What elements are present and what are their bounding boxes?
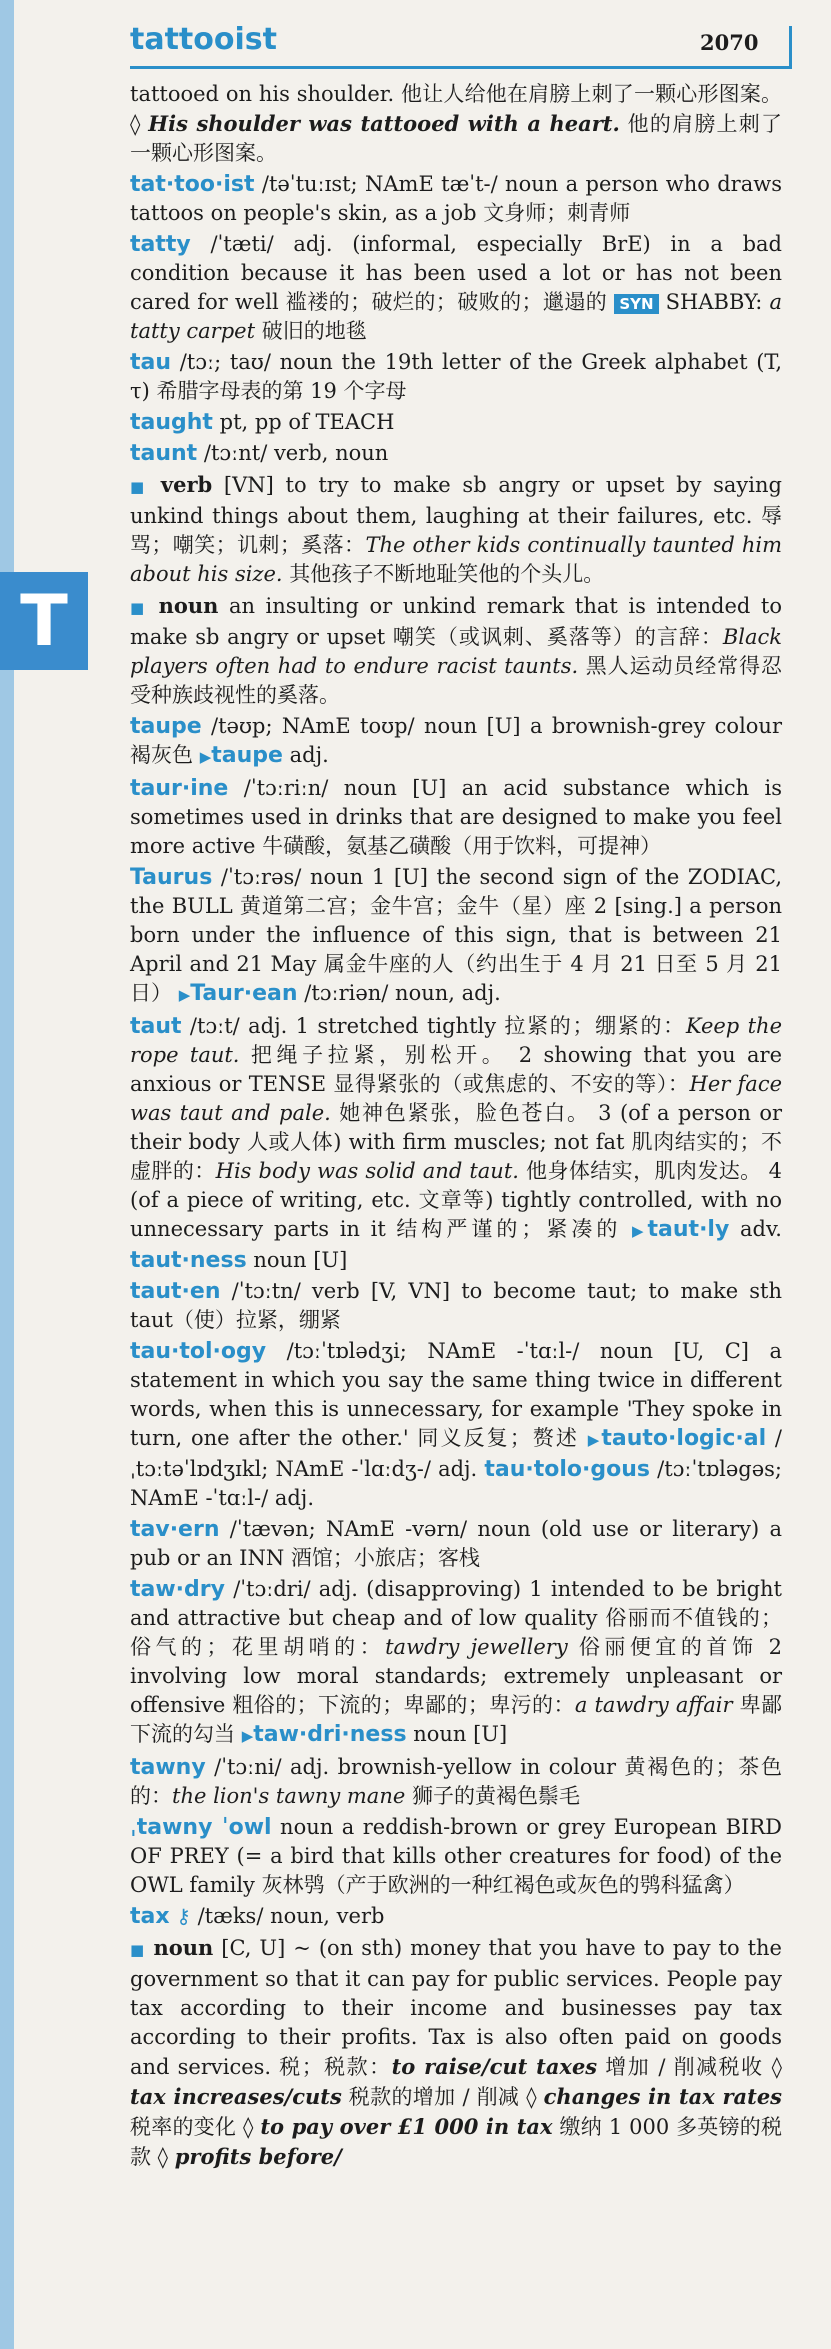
headword: taught (130, 410, 213, 435)
entry-taught: taught pt, pp of TEACH (130, 410, 395, 435)
headword: tav·ern (130, 1517, 220, 1542)
entry-taut: taut /tɔːt/ adj. 1 stretched tightly 拉紧的；绷紧的：Keep the rope taut. 把绳子拉紧，别松开。 2 showing that you are anxious or TENSE 显得紧张的（或焦虑的、不安的等）：Her face was taut and pale. 她神色紧张，脸色苍白。 3 (of a person or their body 人或人体) with firm muscles; not fat 肌肉结实的；不虚胖的：His body was solid and taut. 他身体结实，肌肉发达。 4 (of a piece of writing, etc. 文章等) tightly controlled, with no unnecessary parts in it 结构严谨的；紧凑的 ▶taut·ly adv. taut·ness noun [U] (130, 1014, 783, 1273)
headword: taut·en (130, 1279, 221, 1304)
entry-taunt: taunt /tɔːnt/ verb, noun (130, 441, 389, 466)
page-number: 2070 (700, 30, 759, 55)
dictionary-column (130, 80, 782, 2174)
entry-tau: tau /tɔː; taʊ/ noun the 19th letter of the Greek alphabet (T, τ) 希腊字母表的第 19 个字母 (130, 350, 782, 403)
entry-tavern: tav·ern /ˈtævən; NAmE -vərn/ noun (old use or literary) a pub or an INN 酒馆；小旅店；客栈 (130, 1517, 782, 1570)
entry-taunt-noun: ■ noun an insulting or unkind remark that is intended to make sb angry or upset 嘲笑（或讽刺、奚落等）的言辞：Black players often had to endure racist taunts. 黑人运动员经常得忍受种族歧视性的奚落。 (130, 593, 782, 707)
guide-word: tattooist (130, 22, 277, 57)
entry-tax-noun: ■ noun [C, U] ~ (on sth) money that you have to pay to the government so that it can pay for public services. People pay tax according to their income and businesses pay tax according to their profits. Tax is also often paid on goods and services. 税；税款：to raise/cut taxes 增加 / 削减税收 ◊ tax increases/cuts 税款的增加 / 削减 ◊ changes in tax rates 税率的变化 ◊ to pay over £1 000 in tax 缴纳 1 000 多英镑的税款 ◊ profits before/ (130, 1935, 782, 2169)
sense-marker-icon: ■ (130, 1941, 146, 1959)
headword: tat·too·ist (130, 172, 255, 197)
thumb-index-tab (0, 572, 88, 670)
entry-taunt-verb: ■ verb [VN] to try to make sb angry or upset by saying unkind things about them, laughing at their failures, etc. 辱骂；嘲笑；讥刺；奚落：The other kids continually taunted him about his size. 其他孩子不断地耻笑他的个头儿。 (130, 472, 782, 586)
page-edge-bar (0, 0, 14, 2349)
header-rule-vertical (789, 26, 792, 66)
headword: taunt (130, 441, 198, 466)
entry-tawny: tawny /ˈtɔːni/ adj. brownish-yellow in colour 黄褐色的；茶色的：the lion's tawny mane 狮子的黄褐色鬃毛 (130, 1755, 782, 1808)
headword: taur·ine (130, 776, 229, 801)
derived-arrow-icon: ▶ (241, 1727, 254, 1745)
entry-tautology: tau·tol·ogy /tɔːˈtɒlədʒi; NAmE -ˈtɑːl-/ noun [U, C] a statement in which you say the same thing twice in different words, when this is unnecessary, for example 'They spoke in turn, one after the other.' 同义反复；赘述 ▶tauto·logic·al /ˌtɔːtəˈlɒdʒɪkl; NAmE -ˈlɑːdʒ-/ adj. tau·tolo·gous /tɔːˈtɒləgəs; NAmE -ˈtɑːl-/ adj. (130, 1339, 782, 1510)
entry-tatty: tatty /ˈtæti/ adj. (informal, especially BrE) in a bad condition because it has been used a lot or has not been cared for well 褴褛的；破烂的；破败的；邋遢的 SYN SHABBY: a tatty carpet 破旧的地毯 (130, 232, 782, 343)
headword: ˌtawny ˈowl (130, 1815, 272, 1840)
headword: Taurus (130, 865, 213, 890)
entry-taurine: taur·ine /ˈtɔːriːn/ noun [U] an acid substance which is sometimes used in drinks that are designed to make you feel more active 牛磺酸，氨基乙磺酸（用于饮料，可提神） (130, 776, 782, 858)
headword: tatty (130, 232, 191, 257)
entry-tawdry: taw·dry /ˈtɔːdri/ adj. (disapproving) 1 intended to be bright and attractive but cheap and of low quality 俗丽而不值钱的；俗气的；花里胡哨的：tawdry jewellery 俗丽便宜的首饰 2 involving low moral standards; extremely unpleasant or offensive 粗俗的；下流的；卑鄙的；卑污的：a tawdry affair 卑鄙下流的勾当 ▶taw·dri·ness noun [U] (130, 1577, 782, 1747)
entry-tax: tax ⚷ /tæks/ noun, verb (130, 1904, 385, 1929)
headword: tau (130, 350, 172, 375)
entry-tauten: taut·en /ˈtɔːtn/ verb [V, VN] to become taut; to make sth taut（使）拉紧，绷紧 (130, 1279, 782, 1332)
header-rule (130, 66, 792, 69)
entry-taurus: Taurus /ˈtɔːrəs/ noun 1 [U] the second sign of the ZODIAC, the BULL 黄道第二宫；金牛宫；金牛（星）座 2 [sing.] a person born under the influence of this sign, that is between 21 April and 21 May 属金牛座的人（约出生于 4 月 21 日至 5 月 21 日） ▶Taur·ean /tɔːriən/ noun, adj. (130, 865, 782, 1006)
entry-taupe: taupe /təʊp; NAmE toʊp/ noun [U] a brownish-grey colour 褐灰色 ▶taupe adj. (130, 714, 782, 768)
key-icon: ⚷ (176, 1904, 191, 1928)
headword: tawny (130, 1755, 206, 1780)
headword: taupe (130, 714, 202, 739)
derived-arrow-icon: ▶ (199, 748, 212, 766)
derived-arrow-icon: ▶ (178, 986, 191, 1004)
entry-tawny-owl: ˌtawny ˈowl noun a reddish-brown or grey European BIRD OF PREY (= a bird that kills other creatures for food) of the OWL family 灰林鸮（产于欧洲的一种红褐色或灰色的鸮科猛禽） (130, 1815, 782, 1897)
headword: tau·tol·ogy (130, 1339, 267, 1364)
headword: tax (130, 1904, 170, 1929)
headword: taw·dry (130, 1577, 225, 1602)
entry-tattooist: tat·too·ist /təˈtuːɪst; NAmE tæˈt-/ noun a person who draws tattoos on people's skin, as a job 文身师；刺青师 (130, 172, 782, 225)
derived-arrow-icon: ▶ (632, 1222, 648, 1240)
derived-arrow-icon: ▶ (587, 1431, 602, 1449)
sense-marker-icon: ■ (130, 478, 150, 496)
sense-marker-icon: ■ (130, 599, 149, 617)
synonym-badge: SYN (614, 294, 658, 314)
headword: taut (130, 1014, 182, 1039)
thumb-index-letter: T (20, 580, 68, 662)
entry-continuation: tattooed on his shoulder. 他让人给他在肩膀上刺了一颗心形图案。◊ His shoulder was tattooed with a heart. 他的肩膀上刺了一颗心形图案。 (130, 82, 782, 165)
page-header (0, 0, 831, 60)
